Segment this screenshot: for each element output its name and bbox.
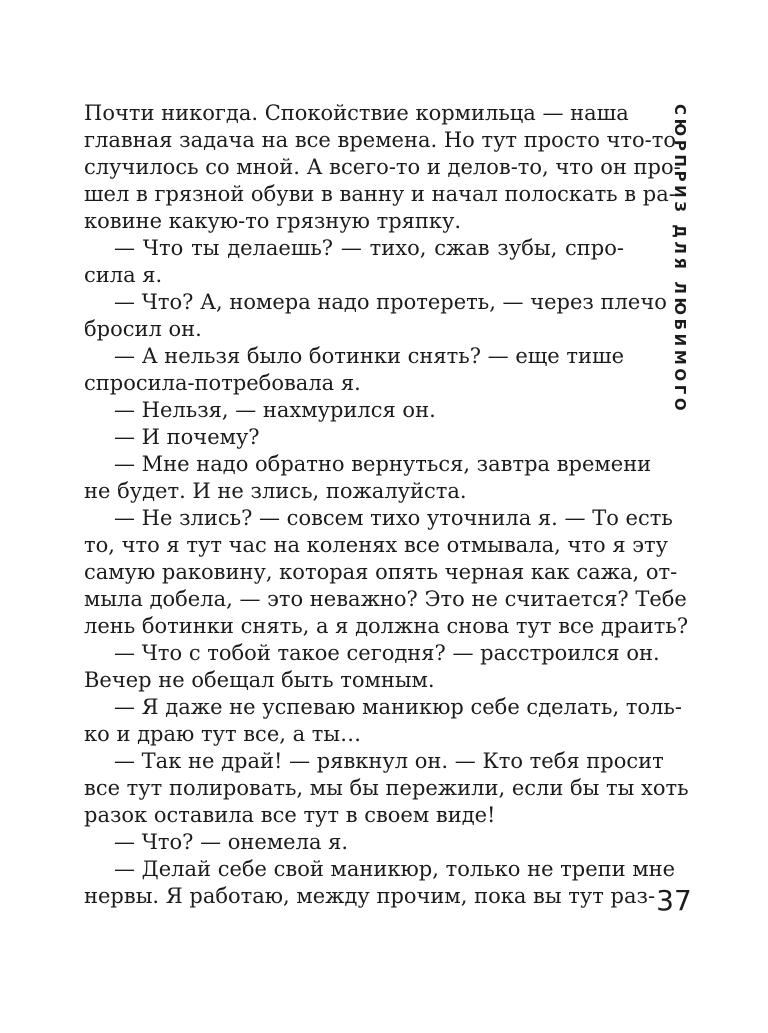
text-line: ковине какую-то грязную тряпку. [84,209,462,233]
text-line: — Я даже не успеваю маникюр себе сделать, толь- [114,695,682,719]
text-line: лень ботинки снять, а я должна снова тут все драить? [84,614,689,638]
text-line: сила я. [84,263,163,287]
text-line: — Что с тобой такое сегодня? — расстроился он. [114,641,660,665]
text-line: Вечер не обещал быть томным. [84,668,435,692]
text-line: мыла добела, — это неважно? Это не считается? Тебе [84,587,687,611]
text-line: — Что? А, номера надо протереть, — через плечо [114,290,667,314]
text-line: Почти никогда. Спокойствие кормильца — наша [84,101,629,125]
text-line: главная задача на все времена. Но тут просто что-то [84,128,677,152]
text-line: — Не злись? — совсем тихо уточнила я. — То есть [114,506,673,530]
text-line: — И почему? [114,425,260,449]
text-line: шел в грязной обуви в ванну и начал полоскать в ра- [84,182,676,206]
text-line: — Нельзя, — нахмурился он. [114,398,436,422]
text-line: самую раковину, которая опять черная как сажа, от- [84,560,678,584]
text-line: ко и драю тут все, а ты… [84,722,362,746]
text-line: разок оставила все тут в своем виде! [84,803,496,827]
text-line: — Делай себе свой маникюр, только не трепи мне [114,857,676,881]
text-line: все тут полировать, мы бы пережили, если бы ты хоть [84,776,689,800]
text-line: нервы. Я работаю, между прочим, пока вы тут раз- [84,884,656,908]
running-head-title: СЮРПРИЗ ДЛЯ ЛЮБИМОГО [671,104,689,415]
text-line: не будет. И не злись, пожалуйста. [84,479,467,503]
page-number: 37 [656,884,692,917]
text-line: — Мне надо обратно вернуться, завтра времени [114,452,652,476]
text-line: — Так не драй! — рявкнул он. — Кто тебя просит [114,749,664,773]
text-line: бросил он. [84,317,202,341]
text-line: — Что? — онемела я. [114,830,349,854]
running-head [667,104,693,415]
text-line: случилось со мной. А всего-то и делов-то, что он про- [84,155,681,179]
text-line: спросила-потребовала я. [84,371,361,395]
text-line: то, что я тут час на коленях все отмывала, что я эту [84,533,668,557]
text-line: — А нельзя было ботинки снять? — еще тише [114,344,624,368]
text-line: — Что ты делаешь? — тихо, сжав зубы, спро- [114,236,624,260]
